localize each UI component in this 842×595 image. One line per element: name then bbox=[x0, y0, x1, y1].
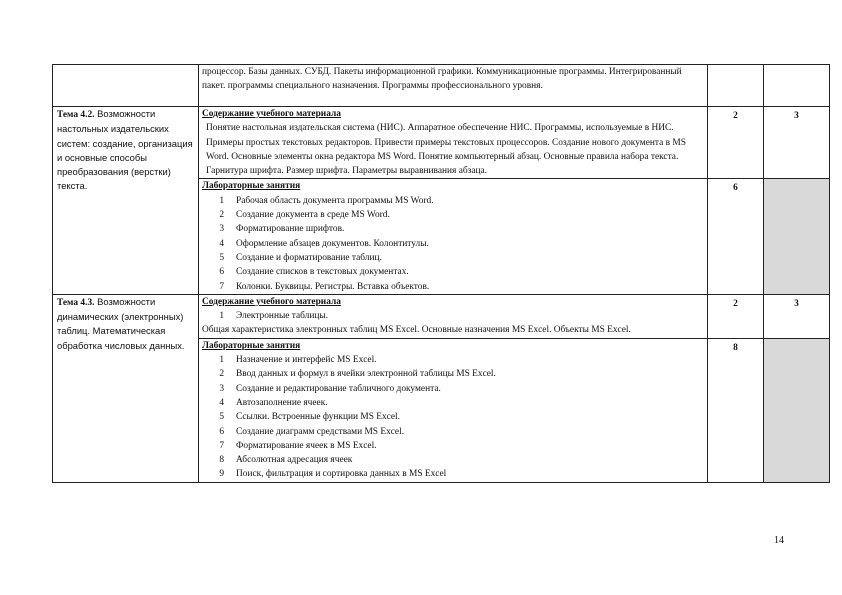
lab-list bbox=[202, 194, 704, 294]
topic-cell-empty bbox=[53, 65, 199, 107]
section-text: Общая характеристика электронных таблиц MS Excel. Основные назначения MS Excel. Объекты MS Excel. bbox=[202, 325, 631, 336]
table-row bbox=[53, 107, 830, 179]
hours-cell: 2 bbox=[708, 294, 764, 338]
lab-list bbox=[202, 353, 704, 482]
section-header: Лабораторные занятия bbox=[202, 340, 301, 351]
content-cell bbox=[199, 179, 708, 294]
curriculum-table bbox=[52, 64, 830, 483]
topic-title: Возможности настольных издательских систем: создание, организация и основные способы преобразования (верстки) текста. bbox=[57, 108, 193, 192]
list-item: 1 Назначение и интерфейс MS Excel. bbox=[219, 355, 377, 366]
topic-title: Возможности динамических (электронных) таблиц. Математическая обработка числовых данных. bbox=[57, 295, 185, 351]
list-item: 4 Автозаполнение ячеек. bbox=[219, 397, 328, 408]
list-item: 6 Создание списков в текстовых документах. bbox=[219, 267, 409, 278]
list-item: 4 Оформление абзацев документов. Колонтитулы. bbox=[219, 238, 429, 249]
table-row bbox=[53, 65, 830, 107]
list-item: 8 Абсолютная адресация ячеек bbox=[219, 455, 353, 466]
list-item: 6 Создание диаграмм средствами MS Excel. bbox=[219, 426, 405, 437]
section-text: Понятие настольная издательская система (НИС). Аппаратное обеспечение НИС. Программы, используемые в НИС. Примеры простых текстовых редакторов. Привести примеры текстовых процессоров. Создание нового документа в MS Word. Основные элементы окна редактора MS Word. Понятие компьютерный абзац. Основные правила набора текста. Гарнитура шрифта. Размер шрифта. Параметры выравнивания абзаца. bbox=[206, 123, 686, 177]
hours-cell: 8 bbox=[708, 338, 764, 482]
level-cell-shaded bbox=[764, 338, 830, 482]
hours-cell bbox=[708, 65, 764, 107]
table-row bbox=[53, 294, 830, 338]
section-header: Содержание учебного материала bbox=[202, 296, 341, 307]
topic-cell bbox=[53, 294, 199, 482]
hours-cell: 2 bbox=[708, 107, 764, 179]
level-cell bbox=[764, 65, 830, 107]
list-item: 1 Электронные таблицы. bbox=[219, 311, 329, 322]
list-item: 3 Форматирование шрифтов. bbox=[219, 224, 345, 235]
content-cell: процессор. Базы данных. СУБД. Пакеты информационной графики. Коммуникационные программы. Интегрированный пакет. программы специального назначения. Программы профессионального уровня. bbox=[199, 65, 708, 107]
level-cell-shaded bbox=[764, 179, 830, 294]
section-header: Лабораторные занятия bbox=[202, 181, 301, 192]
list-item: 7 Колонки. Буквицы. Регистры. Вставка объектов. bbox=[219, 281, 430, 292]
level-cell: 3 bbox=[764, 294, 830, 338]
list-item: 5 Создание и форматирование таблиц. bbox=[219, 252, 382, 263]
topic-cell bbox=[53, 107, 199, 295]
list-item: 7 Форматирование ячеек в MS Excel. bbox=[219, 440, 377, 451]
list-item: 1 Рабочая область документа программы MS Word. bbox=[219, 195, 434, 206]
list-item: 5 Ссылки. Встроенные функции MS Excel. bbox=[219, 412, 400, 423]
topic-number: Тема 4.2. bbox=[57, 110, 95, 120]
level-cell: 3 bbox=[764, 107, 830, 179]
page-number: 14 bbox=[774, 535, 784, 546]
content-cell bbox=[199, 338, 708, 482]
list-item: 9 Поиск, фильтрация и сортировка данных в MS Excel bbox=[219, 469, 447, 480]
list-item: 3 Создание и редактирование табличного документа. bbox=[219, 383, 441, 394]
topic-number: Тема 4.3. bbox=[57, 297, 95, 308]
hours-cell: 6 bbox=[708, 179, 764, 294]
content-cell bbox=[199, 107, 708, 179]
content-list bbox=[202, 309, 704, 323]
list-item: 2 Ввод данных и формул в ячейки электронной таблицы MS Excel. bbox=[219, 369, 496, 380]
content-cell bbox=[199, 294, 708, 338]
section-header: Содержание учебного материала bbox=[202, 109, 341, 119]
list-item: 2 Создание документа в среде MS Word. bbox=[219, 210, 390, 221]
